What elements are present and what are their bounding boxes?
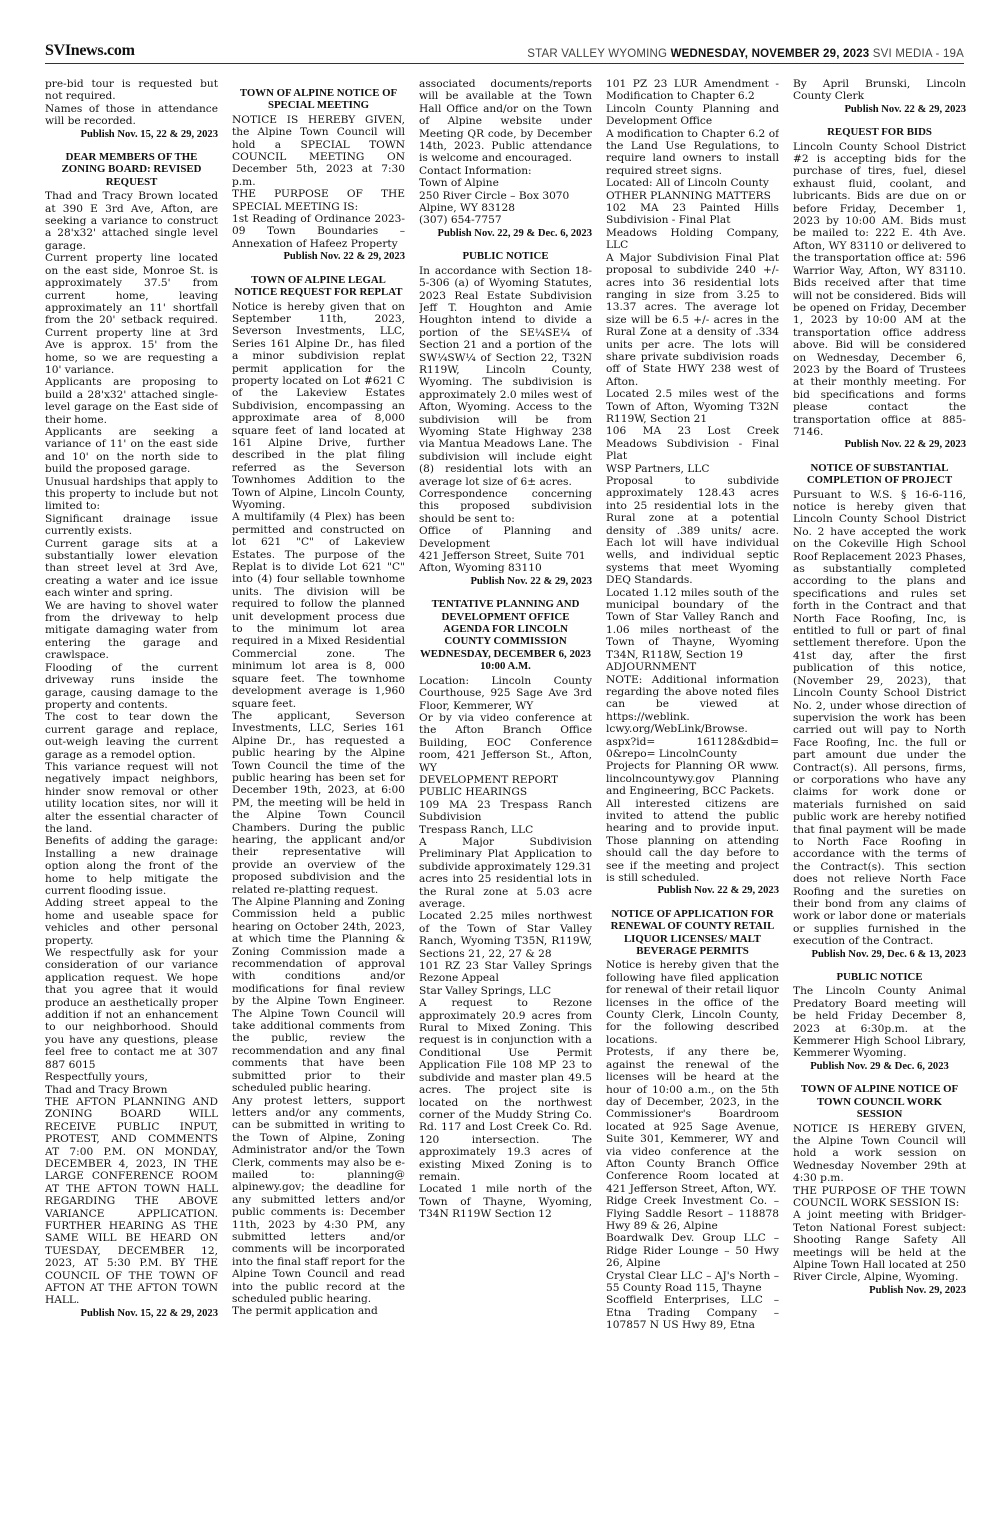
notice-paragraph: Significant drainage issue currently exists. — [45, 512, 218, 538]
publish-line: Publish Nov. 22 & 29, 2023 — [844, 103, 966, 115]
notice-paragraph: Star Valley Springs, LLC — [419, 984, 552, 997]
notice-paragraph: Thad and Tracy Brown located at 390 E 3rd Ave, Afton, are seeking a variance to construct a 28'x32' attached single level garage. — [45, 190, 218, 252]
masthead — [45, 38, 964, 64]
notice-paragraph: 1st Reading of Ordinance 2023-09 Town Boundaries – Annexation of Hafeez Property — [232, 213, 405, 250]
notice-paragraph: Or by via video conference at the Afton Branch Office Building, EOC Conference room, 421 Jefferson St., Afton, WY — [419, 711, 592, 774]
notice-paragraph: 101 RZ 23 Star Valley Springs Rezone Appeal — [419, 960, 592, 985]
notice-heading: PUBLIC NOTICE — [836, 971, 923, 984]
notice-paragraph: Town of Alpine — [419, 177, 499, 190]
notice-paragraph: Lincoln County School District #2 is accepting bids for the purchase of tires, fuel, diesel exhaust fluid, coolant, and lubricants. Bids are due on or before Friday, December 1, 2023 by 10:00 AM. Bids must be mailed to: 222 E. 4th Ave. Afton, WY 83110 or delivered to the transportation office at: 596 Warrior Way, Afton, WY 83110. Bids received after that time will not be considered. Bids will be opened on Friday, December 1, 2023 by 10:00 AM at the transportation office address above. Bid will be considered on Wednesday, December 6, 2023 by the Board of Trustees at their monthly meeting. For bid specifications and forms please contact the transportation office at 885-7146. — [793, 140, 966, 438]
notice-paragraph: Benefits of adding the garage: Installing a new drainage option along the front of the home to help mitigate the current flooding issue. — [45, 835, 218, 897]
publish-line: Publish Nov. 22 & 29, 2023 — [470, 575, 592, 587]
column-5 — [793, 78, 966, 1518]
notice-paragraph: Located 1 mile north of the Town of Thayne, Wyoming, T34N R119W Section 12 — [419, 1183, 592, 1221]
notice-paragraph: Proposal to subdivide approximately 128.43 acres into 25 residential lots in the Rural zone at a potential density of .389 units/ acre. Each lot will have individual wells, and individual septic systems that meet Wyoming DEQ Standards. — [606, 475, 779, 587]
notice-paragraph: NOTICE IS HEREBY GIVEN, the Alpine Town Council will hold a SPECIAL TOWN COUNCIL MEETING ON December 5th, 2023 at 7:30 p.m. — [232, 113, 405, 188]
notice-paragraph: Current property line located on the east side, Monroe St. is approximately 37.5' from current home, leaving approximately an 11' shortfall from the 20' setback required. Current property line at 3rd Ave is approx. 15' from the home, so we are requesting a 10' variance. — [45, 252, 218, 376]
notice-paragraph: Notice is hereby given that the following have filed application for renewal of their retail liquor licenses in the office of the County Clerk, Lincoln County, for the following described locations. — [606, 959, 779, 1046]
notice-paragraph: Respectfully yours, — [45, 1071, 148, 1084]
notice-paragraph: Contact Information: — [419, 164, 532, 177]
notice-paragraph: Crystal Clear LLC – AJ's North – 55 County Road 115, Thayne — [606, 1269, 779, 1294]
notice-paragraph: The permit application and — [232, 1305, 378, 1318]
notice-paragraph: Any protest letters, support letters and/or any comments, can be submitted in writing to the Town of Alpine, Zoning Administrator and/or the Town Clerk, comments may also be e-mailed to: planning@ alpinewy.gov; the deadline for any submitted letters and/or public comments is: December 11th, 2023 by 4:30 PM, any submitted letters and/or comments will be incorporated into the final staff report for the Alpine Town Council and read into the public record at the scheduled public hearing. — [232, 1094, 405, 1305]
dateline-date: WEDNESDAY, NOVEMBER 29, 2023 — [670, 48, 870, 60]
publish-line: Publish Nov. 22 & 29, 2023 — [844, 439, 966, 451]
notice-paragraph: NOTE: Additional information regarding the above noted files can be viewed at https://weblink. lcwy.org/WebLink/Browse. aspx?id= 161128&dbid= 0&repo= LincolnCounty — [606, 673, 779, 760]
notice-paragraph: Lincoln County Planning and Development Office — [606, 102, 779, 128]
notice-paragraph: ADJOURNMENT — [606, 661, 697, 674]
notice-paragraph: THE PURPOSE OF THE TOWN COUNCIL WORK SESSION IS: — [793, 1184, 966, 1209]
notice-paragraph: Location: Lincoln County Courthouse, 925 Sage Ave 3rd Floor, Kemmerer, WY — [419, 674, 592, 712]
notice-heading: TENTATIVE PLANNING AND DEVELOPMENT OFFICE AGENDA FOR LINCOLN COUNTY COMMISSION WEDNESDAY, DECEMBER 6, 2023 10:00 A.M. — [419, 598, 592, 673]
notice-paragraph: 109 MA 23 Trespass Ranch Subdivision — [419, 798, 592, 824]
site-brand: SVInews.com — [45, 42, 135, 59]
notice-paragraph: Thad and Tracy Brown — [45, 1083, 168, 1096]
notice-paragraph: pre-bid tour is requested but not required. — [45, 78, 218, 103]
notice-paragraph: 106 MA 23 Lost Creek Meadows Subdivision - Final Plat — [606, 425, 779, 463]
notice-paragraph: A request to Rezone approximately 20.9 acres from Rural to Mixed Zoning. This request is in conjunction with a Conditional Use Permit Application File 108 MP 23 to subdivide and master plan 49.5 acres. The project site is located on the northwest corner of the Muddy String Co. Rd. 117 and Lost Creek Co. Rd. 120 intersection. The approximately 19.3 acres of existing Mixed Zoning is to remain. — [419, 997, 592, 1183]
notice-paragraph: Trespass Ranch, LLC — [419, 823, 534, 836]
notice-heading: TOWN OF ALPINE NOTICE OF TOWN COUNCIL WORK SESSION — [800, 1083, 959, 1121]
notice-paragraph: A multifamily (4 Plex) has been permitted and constructed on lot 621 "C" of Lakeview Estates. The purpose of the Replat is to divide Lot 621 "C" into (4) four sellable townhome units. The division will be required to follow the planned unit development process due to the minimum lot area required in a Mixed Residential Commercial zone. The minimum lot area is 8, 000 square feet. The townhome development average is 1,960 square feet. — [232, 511, 405, 710]
notice-heading: PUBLIC NOTICE — [462, 250, 549, 263]
notice-paragraph: Boardwalk Dev. Group LLC – Ridge Rider Lounge – 50 Hwy 26, Alpine — [606, 1232, 779, 1270]
notice-paragraph: WSP Partners, LLC — [606, 462, 710, 475]
notice-paragraph: A joint meeting with Bridger-Teton National Forest subject: Shooting Range Safety All meetings will be held at the Alpine Town Hall located at 250 River Circle, Alpine, Wyoming. — [793, 1209, 966, 1284]
publish-line: Publish Nov. 15, 22 & 29, 2023 — [80, 128, 218, 140]
notice-paragraph: DEVELOPMENT REPORT — [419, 773, 559, 786]
notice-heading: TOWN OF ALPINE LEGAL NOTICE REQUEST FOR REPLAT — [234, 273, 403, 299]
notice-paragraph: Protests, if any there be, against the renewal of the licenses will be heard at the hour of 10:00 a.m., on the 5th day of December, 2023, in the Commissioner's Boardroom located at 925 Sage Avenue, Suite 301, Kemmerer, WY and via video conference at the Afton County Branch Office Conference Room located at 421 Jefferson Street, Afton, WY. — [606, 1046, 779, 1195]
notice-paragraph: Unusual hardships that apply to this property to include but not limited to: — [45, 475, 218, 513]
notice-paragraph: Alpine, WY 83128 — [419, 202, 515, 215]
dateline-prefix: STAR VALLEY WYOMING — [527, 48, 671, 60]
notice-paragraph: NOTICE IS HEREBY GIVEN, the Alpine Town Council will hold a work session on Wednesday November 29th at 4:30 p.m. — [793, 1122, 966, 1185]
notice-paragraph: In accordance with Section 18-5-306 (a) of Wyoming Statutes, 2023 Real Estate Subdivision Jeff T. Houghton and Amie Houghton intend to divide a portion of the SE¼SE¼ of Section 21 and a portion of the SW¼SW¼ of Section 22, T32N R119W, Lincoln County, Wyoming. The subdivision is approximately 2.0 miles west of Afton, Wyoming. Access to the subdivision will be from Wyoming State Highway 238 via Mantua Meadows Lane. The subdivision will include eight (8) residential lots with an average lot size of 6± acres. — [419, 264, 592, 488]
notice-paragraph: OTHER PLANNING MATTERS — [606, 189, 771, 202]
notice-heading: NOTICE OF SUBSTANTIAL COMPLETION OF PROJECT — [806, 461, 953, 487]
notice-paragraph: 102 MA 23 Painted Hills Subdivision - Final Plat — [606, 202, 779, 227]
column-1 — [45, 78, 218, 1518]
notice-paragraph: THE PURPOSE OF THE SPECIAL MEETING IS: — [232, 188, 405, 213]
notice-heading: NOTICE OF APPLICATION FOR RENEWAL OF COUNTY RETAIL LIQUOR LICENSES/ MALT BEVERAGE PERMITS — [610, 907, 775, 958]
notice-paragraph: All interested citizens are invited to attend the public hearing and to provide input. Those planning on attending should call the day before to see if the meeting and project is still scheduled. — [606, 797, 779, 884]
notice-paragraph: Flooding of the current driveway runs inside the garage, causing damage to the property and contents. — [45, 661, 218, 711]
notice-paragraph: 421 Jefferson Street, Suite 701 — [419, 550, 586, 563]
notice-paragraph: We are having to shovel water from the driveway to help mitigate damaging water from entering the garage and crawlspace. — [45, 599, 218, 662]
notice-paragraph: Located: All of Lincoln County — [606, 177, 769, 190]
notice-paragraph: associated documents/reports will be available at the Town Hall Office and/or on the Town of Alpine website under Meeting QR code, by December 14th, 2023. Public attendance is welcome and encouraged. — [419, 78, 592, 165]
notice-paragraph: By April Brunski, Lincoln County Clerk — [793, 78, 966, 103]
notice-paragraph: Scoffield Enterprises, LLC – Etna Trading Company – 107857 N US Hwy 89, Etna — [606, 1294, 779, 1332]
notice-paragraph: Notice is hereby given that on September 11th, 2023, Severson Investments, LLC, Series 161 Alpine Dr., has filed a minor subdivision replat permit application for the property located on Lot #621 C of the Lakeview Estates Subdivision, encompassing an approximate area of 8,000 square feet of land located at 161 Alpine Drive, further described in the plat filing referred as the Severson Townhomes Addition to the Town of Alpine, Lincoln County, Wyoming. — [232, 300, 405, 511]
notice-paragraph: The applicant, Severson Investments, LLC, Series 161 Alpine Dr., has requested a public hearing by the Alpine Town Council the time of the public hearing has been set for December 19th, 2023, at 6:00 PM, the meeting will be held in the Alpine Town Council Chambers. During the public hearing, the applicant and/or their representative will provide an overview of the proposed subdivision and the related re-platting request. — [232, 709, 405, 896]
notice-paragraph: THE AFTON PLANNING AND ZONING BOARD WILL RECEIVE PUBLIC INPUT, PROTEST, AND COMMENTS AT 7:00 P.M. ON MONDAY, DECEMBER 4, 2023, IN THE LARGE CONFERENCE ROOM AT THE AFTON TOWN HALL REGARDING THE ABOVE VARIANCE APPLICATION. FURTHER HEARING AS THE SAME WILL BE HEARD ON TUESDAY, DECEMBER 12, 2023, AT 5:30 P.M. BY THE COUNCIL OF THE TOWN OF AFTON AT THE AFTON TOWN HALL. — [45, 1095, 218, 1307]
notice-paragraph: Correspondence concerning this proposed subdivision should be sent to: — [419, 488, 592, 525]
notice-heading: DEAR MEMBERS OF THE ZONING BOARD: REVISED REQUEST — [61, 151, 202, 188]
notice-paragraph: Located 2.25 miles northwest of the Town of Star Valley Ranch, Wyoming T35N, R119W, Sections 21, 22, 27 & 28 — [419, 910, 592, 960]
column-4 — [606, 78, 779, 1518]
notice-paragraph: Ridge Creek Investment Co. – Flying Saddle Resort – 118878 Hwy 89 & 26, Alpine — [606, 1195, 779, 1232]
notice-paragraph: Current garage sits at a substantially lower elevation than street level at 3rd Ave, creating a water and ice issue each winter and spring. — [45, 537, 218, 600]
notice-paragraph: 101 PZ 23 LUR Amendment - Modification to Chapter 6.2 — [606, 78, 779, 103]
notice-paragraph: PUBLIC HEARINGS — [419, 786, 528, 799]
notice-paragraph: Pursuant to W.S. § 16-6-116, notice is hereby given that Lincoln County School District No. 2 have accepted the work on the Cokeville High School Roof Replacement 2023 Phases, as substantially completed according to the plans and specifications and rules set forth in the Contract and that North Face Roofing, Inc, is entitled to full or part of final settlement therefore. Upon the 41st day, after the first publication of this notice, (November 29, 2023), that Lincoln County School District No. 2, under whose direction of supervision the work has been carried out will pay to North Face Roofing, Inc. the full or part amount due under the Contract(s). All persons, firms, or corporations who have any claims for work done or materials furnished on said public work are hereby notified that final payment will be made to North Face Roofing in accordance with the terms of the Contract(s). This section does not relieve North Face Roofing and the sureties on their bond from any claims of work or labor done or materials or supplies furnished in the execution of the Contract. — [793, 488, 966, 948]
notice-paragraph: Office of Planning and Development — [419, 525, 592, 550]
notice-paragraph: Located 2.5 miles west of the Town of Afton, Wyoming T32N R119W, Section 21 — [606, 388, 779, 425]
dateline-suffix: SVI MEDIA - 19A — [869, 48, 964, 60]
publish-line: Publish Nov. 29, Dec. 6 & 13, 2023 — [811, 948, 966, 960]
notice-paragraph: 250 River Circle – Box 3070 — [419, 189, 570, 202]
publish-line: Publish Nov. 29 & Dec. 6, 2023 — [810, 1060, 949, 1072]
notice-paragraph: Names of those in attendance will be recorded. — [45, 102, 218, 128]
notice-paragraph: Applicants are proposing to build a 28'x32' attached single-level garage on the East side of their home. — [45, 376, 218, 426]
column-2 — [232, 78, 405, 1518]
notice-paragraph: The cost to tear down the current garage and replace, out-weigh leaving the current garage as a remodel option. — [45, 711, 218, 761]
notice-paragraph: The Lincoln County Animal Predatory Board meeting will be held Friday December 8, 2023 at 6:30p.m. at the Kemmerer High School Library, Kemmerer Wyoming. — [793, 985, 966, 1060]
notice-heading: REQUEST FOR BIDS — [827, 126, 932, 139]
notice-paragraph: (307) 654-7757 — [419, 214, 502, 227]
publish-line: Publish Nov. 22 & 29, 2023 — [657, 885, 779, 897]
notice-paragraph: Projects for Planning OR www. lincolncountywy.gov Planning and Engineering, BCC Packets. — [606, 760, 779, 798]
notice-paragraph: Located 1.12 miles south of the municipal boundary of the Town of Star Valley Ranch and 1.06 miles northeast of the Town of Thayne, Wyoming T34N, R118W, Section 19 — [606, 586, 779, 661]
notice-paragraph: Applicants are seeking a variance of 11' on the east side and 10' on the north side to build the proposed garage. — [45, 425, 218, 476]
notice-paragraph: A Major Subdivision Final Plat proposal to subdivide 240 +/- acres into 36 residential lots ranging in size from 3.25 to 13.37 acres. The average lot size will be 6.5 +/- acres in the Rural Zone at a density of .334 units per acre. The lots will share private subdivision roads off of State HWY 238 west of Afton. — [606, 251, 779, 388]
notice-paragraph: We respectfully ask for your consideration of our variance application request. We hope that you agree that it would produce an aesthetically proper addition if not an enhancement to our neighborhood. Should you have any questions, please feel free to contact me at 307 887 6015 — [45, 947, 218, 1071]
dateline — [527, 48, 964, 60]
column-3 — [419, 78, 592, 1518]
notice-heading: TOWN OF ALPINE NOTICE OF SPECIAL MEETING — [239, 87, 398, 112]
notice-paragraph: A modification to Chapter 6.2 of the Land Use Regulations, to require land owners to install required street signs. — [606, 127, 779, 177]
publish-line: Publish Nov. 22, 29 & Dec. 6, 2023 — [437, 227, 592, 239]
publish-line: Publish Nov. 22 & 29, 2023 — [283, 251, 405, 263]
notice-paragraph: The Alpine Planning and Zoning Commission held a public hearing on October 24th, 2023, at which time the Planning & Zoning Commission made a recommendation of approval with conditions and/or modifications for final review by the Alpine Town Engineer. The Alpine Town Council will take additional comments from the public, review the recommendation and any final comments that have been submitted prior to their scheduled public hearing. — [232, 896, 405, 1095]
publish-line: Publish Nov. 15, 22 & 29, 2023 — [80, 1307, 218, 1319]
legal-notices-columns — [45, 78, 967, 1518]
notice-paragraph: Meadows Holding Company, LLC — [606, 226, 779, 252]
publish-line: Publish Nov. 29, 2023 — [869, 1284, 966, 1296]
notice-paragraph: Adding street appeal to the home and useable space for vehicles and other personal property. — [45, 897, 218, 947]
notice-paragraph: This variance request will not negatively impact neighbors, hinder snow removal or other utility location sites, nor will it alter the essential character of the land. — [45, 760, 218, 835]
notice-paragraph: Afton, Wyoming 83110 — [419, 562, 542, 575]
notice-paragraph: A Major Subdivision Preliminary Plat Application to subdivide approximately 129.31 acres into 25 residential lots in the Rural zone at 5.03 acre average. — [419, 835, 592, 910]
